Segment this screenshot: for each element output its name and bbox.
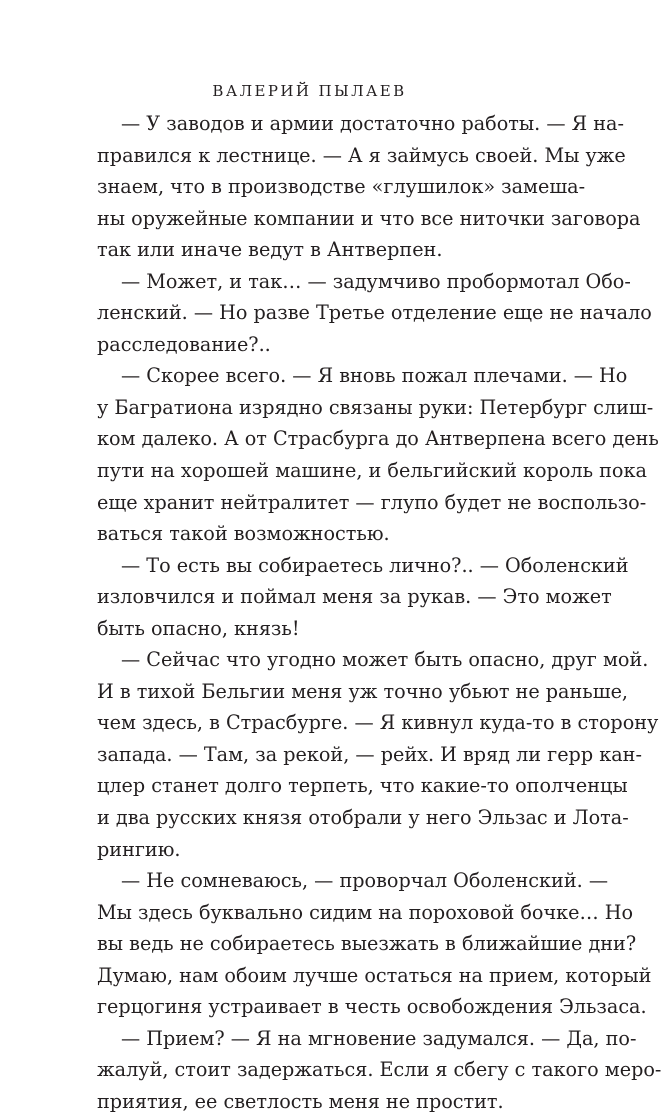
text-line: ны оружейные компании и что все ниточки заговора [97,206,641,230]
text-line: расследование?.. [97,332,271,356]
text-line: Мы здесь буквально сидим на пороховой бочке… Но [97,900,634,924]
text-line: Думаю, нам обоим лучше остаться на прием, который [97,963,652,987]
text-line: так или иначе ведут в Антверпен. [97,238,443,262]
text-line: приятия, ее светлость меня не простит. [97,1089,504,1113]
text-line: вы ведь не собираетесь выезжать в ближайшие дни? [97,932,637,956]
text-line: цлер станет долго терпеть, что какие-то ополченцы [97,774,628,798]
text-line: — Прием? — Я на мгновение задумался. — Да, по- [121,1026,637,1050]
text-line: ленский. — Но разве Третье отделение еще не начало [97,301,652,325]
text-line: у Багратиона изрядно связаны руки: Петербург слиш- [97,395,654,419]
text-line: рингию. [97,837,181,861]
text-line: И в тихой Бельгии меня уж точно убьют не раньше, [97,679,629,703]
text-line: — Может, и так… — задумчиво пробормотал Обо- [121,269,631,293]
text-line: правился к лестнице. — А я займусь своей. Мы уже [97,143,626,167]
text-line: изловчился и поймал меня за рукав. — Это может [97,585,612,609]
text-line: — Сейчас что угодно может быть опасно, друг мой. [121,648,649,672]
text-line: чем здесь, в Страсбурге. — Я кивнул куда-то в сторону [97,711,659,735]
text-line: быть опасно, князь! [97,616,300,640]
text-line: запада. — Там, за рекой, — рейх. И вряд ли герр кан- [97,742,642,766]
text-line: еще хранит нейтралитет — глупо будет не воспользо- [97,490,647,514]
text-line: пути на хорошей машине, и бельгийский король пока [97,459,647,483]
text-line: и два русских князя отобрали у него Эльзас и Лота- [97,806,629,830]
text-line: герцогиня устраивает в честь освобождения Эльзаса. [97,995,647,1019]
text-line: знаем, что в производстве «глушилок» замеша- [97,175,586,199]
text-line: жалуй, стоит задержаться. Если я сбегу с такого меро- [97,1058,661,1082]
text-line: — Не сомневаюсь, — проворчал Оболенский. — [121,869,609,893]
text-line: ваться такой возможностью. [97,522,390,546]
body-text [97,108,661,1118]
text-line: — У заводов и армии достаточно работы. — Я на- [121,112,624,135]
text-line: ком далеко. А от Страсбурга до Антверпена всего день [97,427,659,451]
running-head: ВАЛЕРИЙ ПЫЛАЕВ [212,82,407,100]
text-line: — То есть вы собираетесь лично?.. — Оболенский [121,553,629,577]
text-line: — Скорее всего. — Я вновь пожал плечами. — Но [121,364,628,388]
